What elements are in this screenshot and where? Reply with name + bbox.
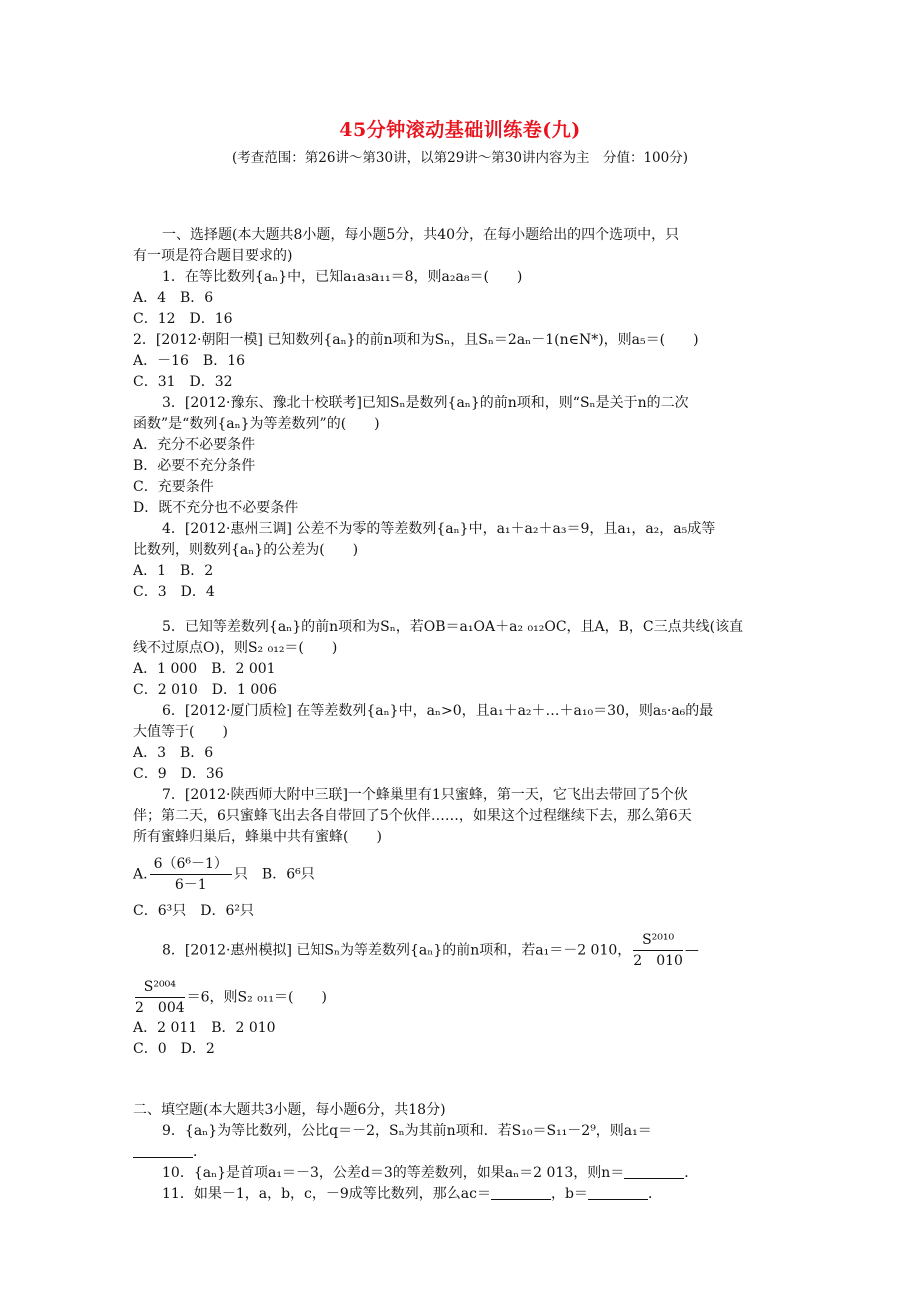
q6-options-cd: C．9 D．36 [133, 766, 224, 782]
q11-answer-blank-ac[interactable] [491, 1185, 551, 1200]
q7-stem-line1: 7．[2012·陕西师大附中三联]一个蜂巢里有1只蜜蜂，第一天，它飞出去带回了5个伙 [162, 787, 688, 803]
q7-option-b: B．6⁶只 [261, 866, 315, 883]
q7-options-ab [133, 854, 795, 895]
q8-minus-sign: — [684, 942, 699, 959]
q5-options-ab: A．1 000 B．2 001 [133, 661, 276, 677]
q7-option-a-label: A. [133, 866, 148, 883]
q7-options-cd: C．6³只 D．6²只 [133, 903, 254, 919]
q3-option-a: A．充分不必要条件 [133, 437, 256, 453]
q3-stem-line2: 函数”是“数列{aₙ}为等差数列”的( ) [133, 416, 380, 432]
q5-options-cd: C．2 010 D．1 006 [133, 682, 278, 698]
q1-options-ab: A．4 B．6 [133, 290, 214, 306]
q3-option-c: C．充要条件 [133, 479, 214, 495]
q7-option-a-numerator: 6（6⁶－1） [150, 854, 232, 875]
q7-option-a-denominator: 6－1 [174, 877, 207, 893]
q8-fraction-1-numerator: S²⁰¹⁰ [633, 930, 683, 951]
q3-stem-line1: 3．[2012·豫东、豫北十校联考]已知Sₙ是数列{aₙ}的前n项和，则“Sₙ是关于n的二次 [162, 395, 689, 411]
q8-stem-suffix: ＝6，则S₂ ₀₁₁＝( ) [186, 989, 327, 1006]
q5-stem-line1: 5．已知等差数列{aₙ}的前n项和为Sₙ，若OB＝a₁OA＋a₂ ₀₁₂OC，且A，B，C三点共线(该直 [162, 619, 744, 635]
q9-stem: 9．{aₙ}为等比数列，公比q＝－2，Sₙ为其前n项和．若S₁₀＝S₁₁－2⁹，则a₁＝ [162, 1123, 652, 1139]
q8-fraction-2-numerator: S²⁰⁰⁴ [135, 977, 185, 998]
q11-stem-a: 11．如果－1，a，b，c，－9成等比数列，那么ac＝ [162, 1186, 491, 1202]
q8-fraction-2 [135, 977, 185, 1018]
q7-stem-line3: 所有蜜蜂归巢后，蜂巢中共有蜜蜂( ) [133, 829, 382, 845]
section1-header-line1: 一、选择题(本大题共8小题，每小题5分，共40分，在每小题给出的四个选项中，只 [162, 227, 680, 243]
q4-stem-line2: 比数列，则数列{aₙ}的公差为( ) [133, 542, 359, 558]
q4-options-cd: C．3 D．4 [133, 584, 215, 600]
q1-options-cd: C．12 D．16 [133, 311, 233, 327]
q8-options-ab: A．2 011 B．2 010 [133, 1020, 276, 1036]
q11-tail: ． [647, 1186, 662, 1202]
q9-tail: ． [193, 1144, 207, 1160]
q2-options-cd: C．31 D．32 [133, 374, 233, 390]
section1-header-line2: 有一项是符合题目要求的) [133, 248, 293, 264]
q2-stem: 2．[2012·朝阳一模] 已知数列{aₙ}的前n项和为Sₙ，且Sₙ＝2aₙ－1(n∈N*)，则a₅＝( ) [133, 332, 699, 348]
q10-stem: 10．{aₙ}是首项a₁＝－3，公差d＝3的等差数列，如果aₙ＝2 013，则n＝ [162, 1165, 625, 1181]
q2-options-ab: A．－16 B．16 [133, 353, 246, 369]
q10-answer-blank[interactable] [624, 1164, 684, 1179]
exam-content [133, 225, 795, 1205]
q6-stem-line1: 6．[2012·厦门质检] 在等差数列{aₙ}中，aₙ>0，且a₁＋a₂＋…＋a₁₀＝30，则a₅·a₆的最 [162, 703, 714, 719]
page-title: 45分钟滚动基础训练卷(九) [339, 119, 581, 141]
q4-stem-line1: 4．[2012·惠州三调] 公差不为零的等差数列{aₙ}中，a₁＋a₂＋a₃＝9，且a₁，a₂，a₅成等 [162, 521, 716, 537]
q11-answer-blank-b[interactable] [588, 1185, 648, 1200]
q7-option-a-unit: 只 [233, 866, 248, 883]
q11-line [133, 1184, 795, 1205]
q4-options-ab: A．1 B．2 [133, 563, 214, 579]
q9-answer-blank[interactable] [133, 1143, 193, 1158]
q8-options-cd: C．0 D．2 [133, 1041, 215, 1057]
q1-stem: 1．在等比数列{aₙ}中，已知a₁a₃a₁₁＝8，则a₂a₈＝( ) [162, 269, 523, 285]
q3-option-d: D．既不充分也不必要条件 [133, 500, 299, 516]
q3-option-b: B．必要不充分条件 [133, 458, 256, 474]
q8-stem-line2 [133, 977, 795, 1018]
q11-stem-b: ，b＝ [550, 1186, 588, 1202]
q10-line [133, 1163, 795, 1184]
q8-fraction-2-denominator: 2 004 [135, 1000, 185, 1016]
page-subtitle: (考查范围：第26讲～第30讲，以第29讲～第30讲内容为主 分值：100分) [231, 150, 688, 166]
q6-stem-line2: 大值等于( ) [133, 724, 228, 740]
section2-header: 二、填空题(本大题共3小题，每小题6分，共18分) [133, 1102, 446, 1118]
q10-tail: ． [684, 1165, 699, 1181]
q8-stem-line1 [133, 930, 795, 971]
q8-stem-prefix: 8．[2012·惠州模拟] 已知Sₙ为等差数列{aₙ}的前n项和，若a₁＝－2 010， [162, 942, 632, 959]
q5-stem-line2: 线不过原点O)，则S₂ ₀₁₂＝( ) [133, 640, 338, 656]
q8-fraction-1 [633, 930, 683, 971]
q7-stem-line2: 伴；第二天，6只蜜蜂飞出去各自带回了5个伙伴……，如果这个过程继续下去，那么第6天 [133, 808, 692, 824]
q9-answer-line [133, 1142, 795, 1163]
q8-fraction-1-denominator: 2 010 [633, 953, 683, 969]
q7-option-a-fraction [150, 854, 232, 895]
q6-options-ab: A．3 B．6 [133, 745, 214, 761]
